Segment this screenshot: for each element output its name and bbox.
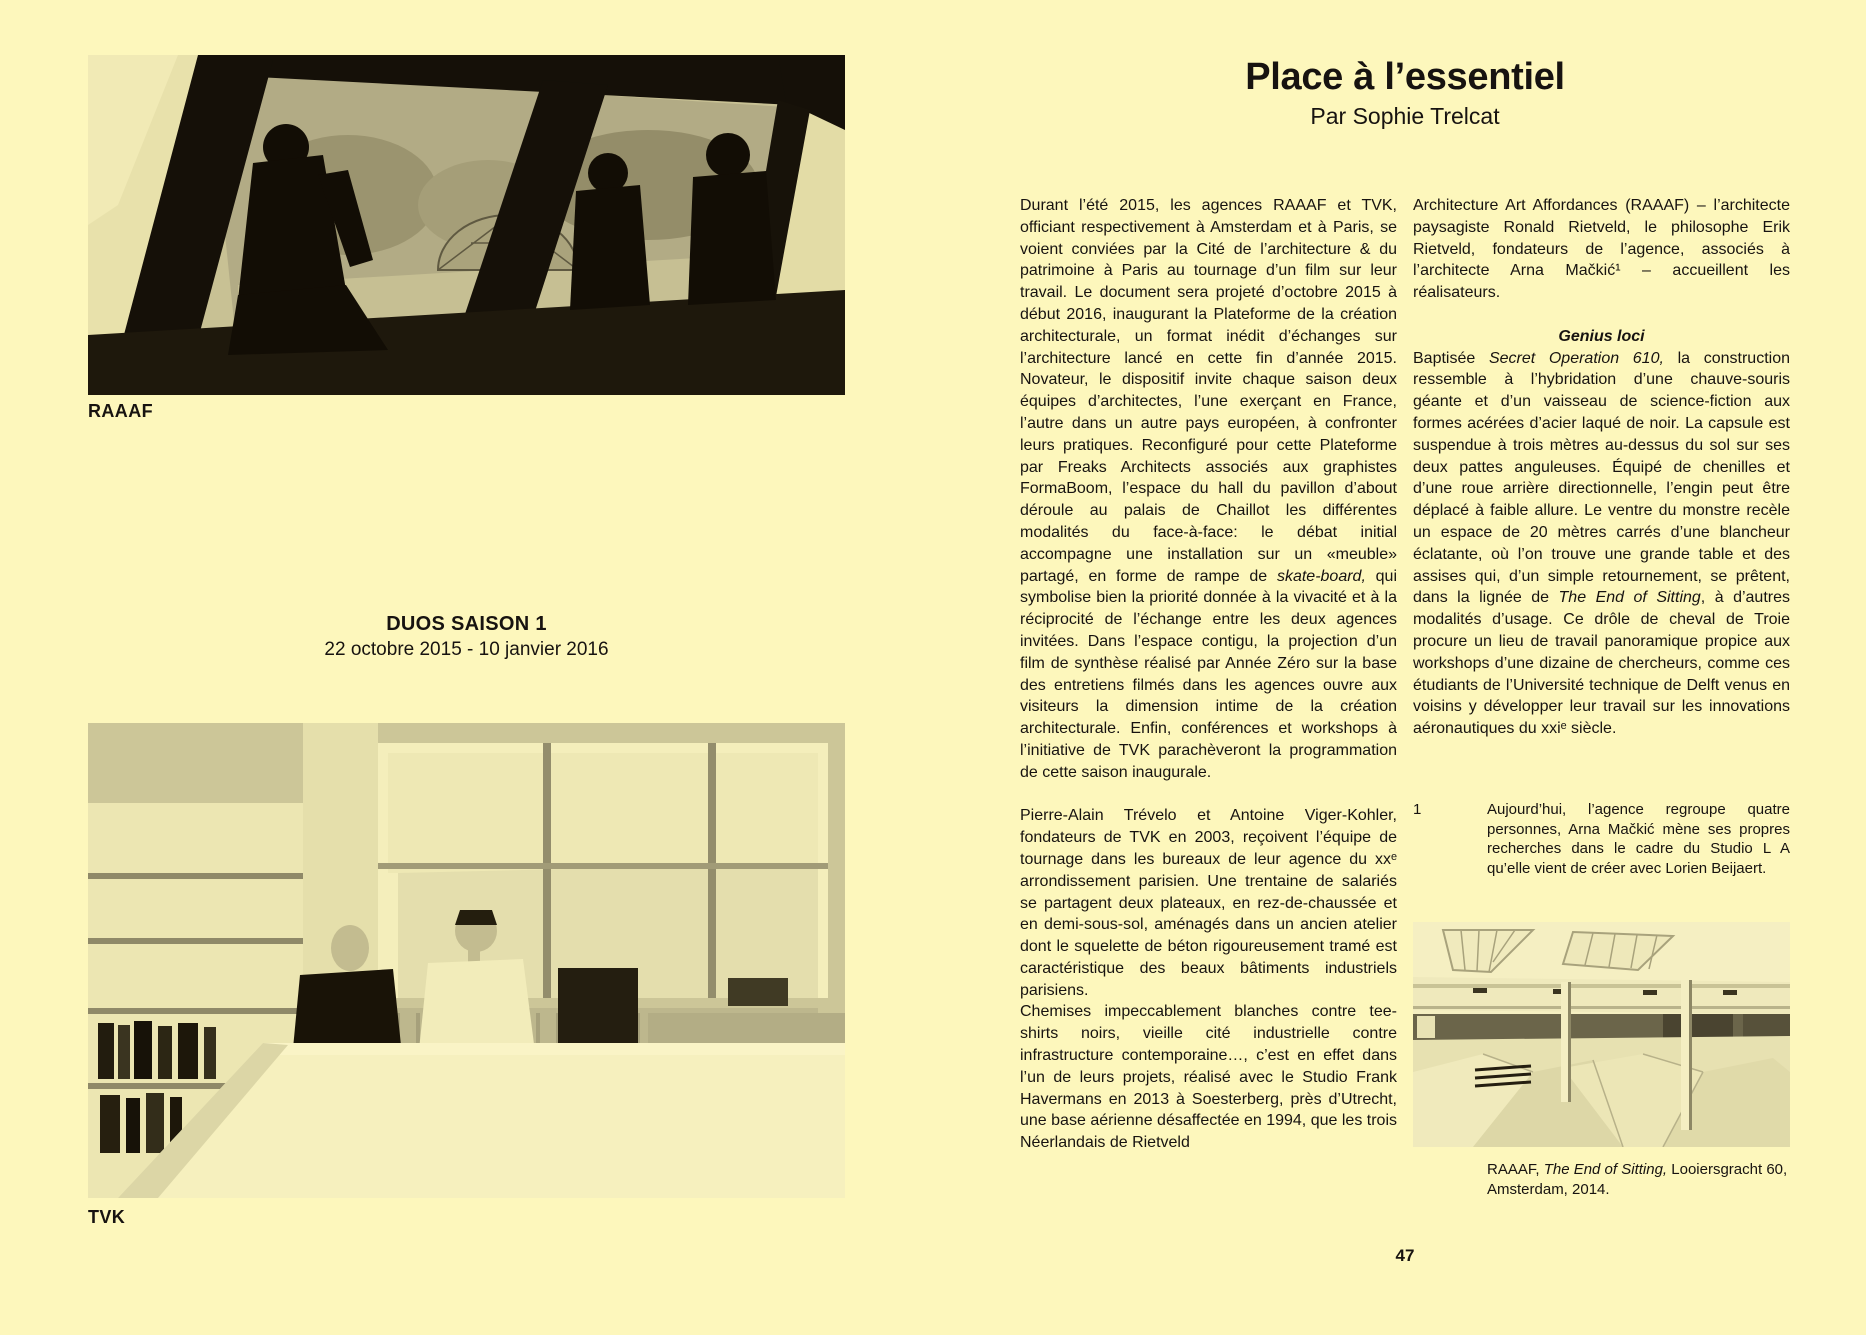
photo-caption: RAAAF, The End of Sitting, Looiersgracht 60, Amsterdam, 2014. — [1487, 1161, 1788, 1198]
article-header — [1020, 55, 1790, 131]
text-column-1 — [1020, 195, 1397, 1225]
tvk-photo-label: TVK — [88, 1207, 126, 1227]
footnote — [1413, 800, 1790, 878]
footnote-number: 1 — [1413, 801, 1422, 818]
paragraph: Architecture Art Affordances (RAAAF) – l’architecte paysagiste Ronald Rietveld, le philosophe Erik Rietveld, fondateurs de l’agence, associés à l’architecte Arna Mačkić¹ – accueillent les réalisateurs. — [1413, 197, 1790, 302]
tvk-photo-illustration — [88, 723, 845, 1198]
exhibition-info — [88, 612, 845, 663]
tvk-photo — [88, 723, 845, 1198]
paragraph: Chemises impeccablement blanches contre tee-shirts noirs, vieille cité industrielle contre infrastructure contemporaine…, c’est en effet dans l’un de leurs projets, réalisé avec le Studio Frank Havermans en 2013 à Soesterberg, près d’Utrecht, une base aérienne désaffectée en 1994, que les trois Néerlandais de Rietveld — [1020, 1003, 1397, 1152]
end-of-sitting-photo — [1413, 922, 1790, 1147]
article-title: Place à l’essentiel — [1245, 56, 1565, 98]
text-column-2 — [1413, 195, 1790, 795]
paragraph: Pierre-Alain Trévelo et Antoine Viger-Kohler, fondateurs de TVK en 2003, reçoivent l’équipe de tournage dans les bureaux de leur agence du xxᵉ arrondissement parisien. Une trentaine de salariés se partagent deux plateaux, en rez-de-chaussée et en demi-sous-sol, aménagés dans un ancien atelier dont le squelette de béton rigoureusement tramé est caractéristique des beaux bâtiments industriels parisiens. — [1020, 807, 1397, 999]
paragraph: Baptisée Secret Operation 610, la construction ressemble à l’hybridation d’une chauve-souris géante et d’un vaisseau de science-fiction aux formes acérées d’acier laqué de noir. La capsule est suspendue à trois mètres au-dessus du sol sur ses deux pattes anguleuses. Équipé de chenilles et d’une roue arrière directionnelle, l’engin peut être déplacé à faible allure. Le ventre du monstre recèle un espace de 20 mètres carrés d’une blancheur éclatante, où l’on trouve une grande table et des assises qui, d’un simple retournement, se prêtent, dans la lignée de The End of Sitting, à d’autres modalités d’usage. Ce drôle de cheval de Troie procure un lieu de travail panoramique propice aux workshops d’une dizaine de chercheurs, comme ces étudiants de l’Université technique de Delft venus en voisins y développer leur travail sur les innovations aéronautiques du xxiᵉ siècle. — [1413, 349, 1790, 738]
article-byline: Par Sophie Trelcat — [1310, 103, 1500, 129]
end-of-sitting-illustration — [1413, 922, 1790, 1147]
raaaf-photo-illustration — [88, 55, 845, 395]
paragraph: Durant l’été 2015, les agences RAAAF et TVK, officiant respectivement à Amsterdam et à Paris, se voient conviées par la Cité de l’architecture & du patrimoine à Paris au tournage d’un film sur leur travail. Le document sera projeté d’octobre 2015 à début 2016, inaugurant la Plateforme de la création architecturale, un format inédit d’échanges sur l’architecture lancé en cette fin d’année 2015. Novateur, le dispositif invite chaque saison deux équipes d’architectes, l’une exerçant en France, l’autre dans un autre pays européen, à confronter leurs pratiques. Reconfiguré pour cette Plateforme par Freaks Architects associés aux graphistes FormaBoom, l’espace du hall du pavillon d’about déroule au palais de Chaillot les différentes modalités du face-à-face: le débat initial accompagne une installation sur un «meuble» partagé, en forme de rampe de skate-board, qui symbolise bien la priorité donnée à la vivacité et à la réciprocité de l’échange entre les deux agences invitées. Dans l’espace contigu, la projection d’un film de synthèse réalisé par Année Zéro sur la base des entretiens filmés dans les agences ouvre aux visiteurs la dimension intime de la création architecturale. Enfin, conférences et workshops à l’initiative de TVK parachèveront la programmation de cette saison inaugurale. — [1020, 197, 1397, 781]
raaaf-photo — [88, 55, 845, 395]
exhibition-title: DUOS SAISON 1 — [386, 613, 547, 635]
footnote-text: Aujourd’hui, l’agence regroupe quatre personnes, Arna Mačkić mène ses propres recherches dans le cadre du Studio L A qu’elle vient de créer avec Lorien Beijaert. — [1487, 801, 1790, 877]
raaaf-photo-label: RAAAF — [88, 401, 153, 421]
section-heading: Genius loci — [1558, 327, 1645, 345]
exhibition-dates: 22 octobre 2015 - 10 janvier 2016 — [324, 639, 609, 660]
page-number: 47 — [1395, 1246, 1415, 1265]
